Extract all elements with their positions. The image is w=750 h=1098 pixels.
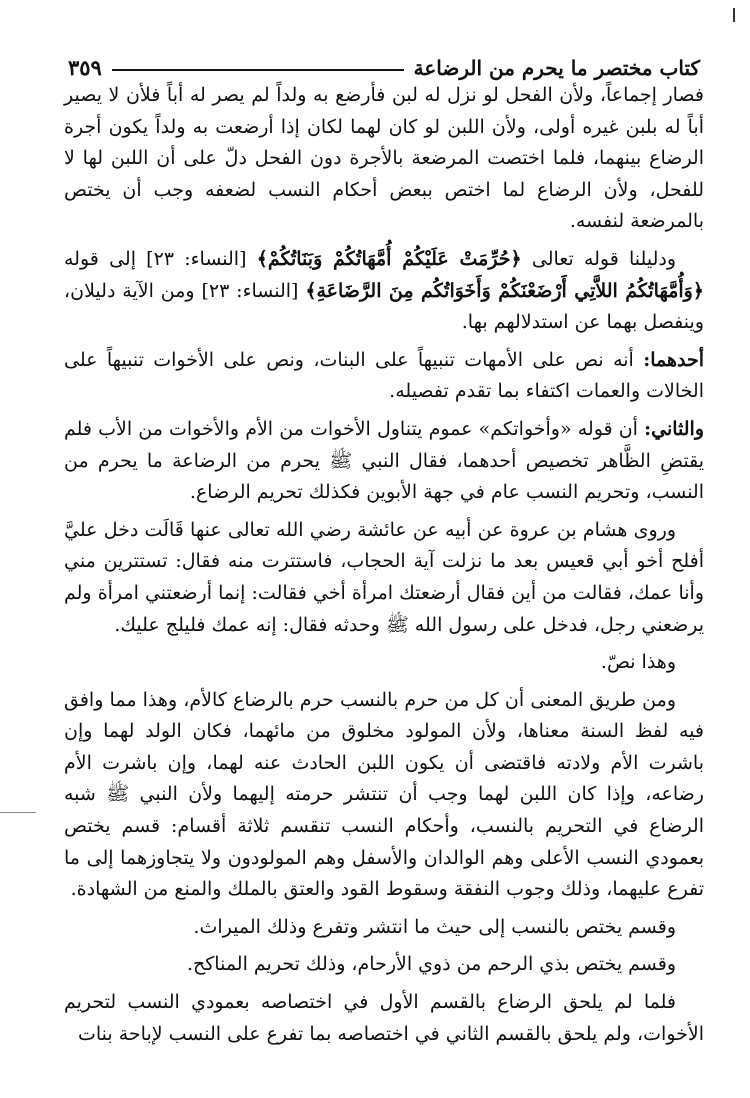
paragraph-2-text-b: [النساء: ٢٣] إلى قوله bbox=[64, 247, 257, 270]
paragraph-9: وقسم يختص بذي الرحم من ذوي الأرحام، وذلك تحريم المناكح. bbox=[186, 953, 676, 976]
paragraph-4-text: أن قوله «وأخواتكم» عموم يتناول الأخوات من الأم والأخوات من الأب فلم يقتضِ الظَّاهر تخصيص أحدهما، فقال النبي ﷺ يحرم من الرضاعة ما يحرم من النسب، وتحريم النسب عام في جهة الأبوين فكذلك تحريم الرضاع. bbox=[64, 417, 704, 504]
paragraph-1: فصار إجماعاً، ولأن الفحل لو نزل له لبن فأرضع به ولداً لم يصر له أباً فلأن لا يصير أباً له بلبن غيره أولى، ولأن اللبن لو كان لهما لكان إذا أرضعت به ولداً يكون أجرة الرضاع بينهما، فلما اختصت المرضعة بالأجرة دون الفحل دلّ على أن اللبن لها لا للفحل، ولأن الرضاع لما اختص ببعض أحكام النسب لضعفه وجب أن يختص بالمرضعة لنفسه. bbox=[64, 84, 704, 233]
top-mark bbox=[733, 8, 735, 22]
paragraph-8: وقسم يختص بالنسب إلى حيث ما انتشر وتفرع وذلك الميراث. bbox=[193, 915, 676, 938]
paragraph-10: فلما لم يلحق الرضاع بالقسم الأول في اختصاصه بعمودي النسب لتحريم الأخوات، ولم يلحق بالقسم الثاني في اختصاصه بما تفرع على النسب لإباحة بنات bbox=[64, 991, 704, 1045]
paragraph-5: وروى هشام بن عروة عن أبيه عن عائشة رضي الله تعالى عنها قَالَت دخل عليَّ أفلح أخو أبي قعيس بعد ما نزلت آية الحجاب، فاستترت منه فقال: تستترين مني وأنا عمك، فقالت من أين فقال أرضعتك امرأة أخي فقالت: إنما أرضعتني امرأة ولم يرضعني رجل، فدخل على رسول الله ﷺ وحدثه فقال: إنه عمك فليلج عليك. bbox=[64, 518, 704, 636]
margin-mark bbox=[0, 812, 36, 813]
header-rule bbox=[112, 69, 404, 71]
paragraph-4-lead: والثاني: bbox=[644, 417, 704, 440]
paragraph-7: ومن طريق المعنى أن كل من حرم بالنسب حرم بالرضاع كالأم، وهذا مما وافق فيه لفظ السنة معناها، ولأن المولود مخلوق من مائهما، فكان الولد لهما وإن باشرت الأم ولادته فاقتضى أن يكون اللبن الحادث عنه لهما، وإن باشرت الأم رضاعه، وإذا كان اللبن لهما وجب أن تنتشر حرمته إليهما ولأن النبي ﷺ شبه الرضاع في التحريم بالنسب، وأحكام النسب تنقسم ثلاثة أقسام: قسم يختص بعمودي النسب الأعلى وهم الوالدان والأسفل وهم المولودون ولا يتجاوزهما إلى ما تفرع عليهما، وذلك وجوب النفقة وسقوط القود والعتق بالملك والمنع من الشهادة. bbox=[64, 688, 704, 901]
paragraph-2 bbox=[64, 244, 704, 339]
paragraph-2-text-a: ودليلنا قوله تعالى bbox=[521, 247, 676, 270]
paragraph-2-text-c: [النساء: ٢٣] ومن الآية دليلان، وينفصل بهما عن استدلالهم بها. bbox=[64, 279, 704, 334]
paragraph-4 bbox=[64, 414, 704, 509]
quran-verse-1: ﴿حُرِّمَتْ عَلَيْكُمْ أُمَّهَاتُكُمْ وَبَنَاتُكُمْ﴾ bbox=[256, 247, 522, 270]
quran-verse-2: ﴿وَأُمَّهَاتُكُمُ اللاَّتِي أَرْضَعْنَكُمْ وَأَخَوَاتُكُم مِنَ الرَّضَاعَةِ﴾ bbox=[305, 279, 704, 302]
paragraph-6: وهذا نصّ. bbox=[600, 651, 676, 674]
paragraph-3 bbox=[64, 345, 704, 408]
paragraph-3-text: أنه نص على الأمهات تنبيهاً على البنات، ونص على الأخوات تنبيهاً على الخالات والعمات اكتفاء بما تقدم تفصيله. bbox=[64, 348, 704, 403]
page-number: ٣٥٩ bbox=[68, 55, 102, 80]
paragraph-3-lead: أحدهما: bbox=[643, 348, 704, 371]
page-body bbox=[64, 80, 704, 1056]
running-header bbox=[68, 46, 700, 82]
chapter-title: كتاب مختصر ما يحرم من الرضاعة bbox=[413, 56, 700, 80]
